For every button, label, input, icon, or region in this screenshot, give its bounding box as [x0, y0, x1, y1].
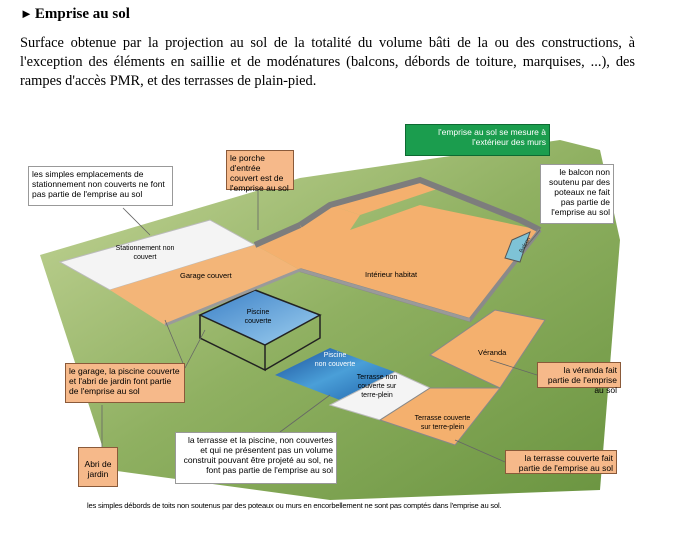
section-paragraph: Surface obtenue par la projection au sol de la totalité du volume bâti de la ou des constructions, à l'exception des éléments en saillie et de modénatures (balcons, débords de toiture, marquises, ...), des rampes d'accès PMR, et des terrasses de plain-pied.: [20, 35, 635, 89]
garage-label: Garage couvert: [180, 271, 232, 280]
garden-shed-text: Abri de jardin: [84, 459, 112, 479]
porch-note-text: le porche d'entrée couvert est de l'emprise au sol: [230, 153, 289, 193]
pool-label-line1: Piscine: [323, 352, 347, 359]
green-note-box: [405, 124, 550, 156]
open-terrace-label: Terrasse non couverte sur terre-plein: [356, 374, 398, 399]
parking-label: Stationnement non couvert: [115, 245, 175, 261]
parking-note-text: les simples emplacements de stationnement non couverts ne font pas partie de l'emprise au sol: [32, 169, 165, 199]
green-note-text: l'emprise au sol se mesure à l'extérieur des murs: [438, 127, 546, 147]
garden-shed-box: [78, 447, 118, 487]
pool-label-line2: non couverte: [314, 361, 356, 368]
terrace-note-text: la terrasse couverte fait partie de l'emprise au sol: [518, 453, 613, 473]
garage-note-box: [65, 363, 185, 403]
parking-note-box: [28, 166, 173, 206]
balcony-label: Balcon: [518, 236, 533, 254]
figure-caption: les simples débords de toits non soutenus par des poteaux ou murs en encorbellement ne sont pas comptés dans l'emprise au sol.: [87, 501, 502, 510]
balcony-note-text: le balcon non soutenu par des poteaux ne fait pas partie de l'emprise au sol: [549, 167, 610, 217]
porch-note-box: [226, 150, 294, 193]
section-title: Emprise au sol: [34, 6, 130, 22]
veranda-label: Véranda: [478, 348, 507, 357]
terrace-note-box: [505, 450, 617, 474]
pool-terrace-note-box: [175, 432, 337, 484]
pool-terrace-note-text: la terrasse et la piscine, non couvertes et qui ne présentent pas un volume construit pouvant être projeté au sol, ne font pas partie de l'emprise au sol: [183, 435, 333, 475]
veranda-note-box: [537, 362, 621, 395]
covered-pool-label: Piscine couverte: [244, 309, 272, 325]
garage-note-text: le garage, la piscine couverte et l'abri de jardin font partie de l'emprise au sol: [69, 366, 180, 396]
interior-label: Intérieur habitat: [365, 270, 418, 279]
balcony-note-box: [540, 164, 614, 224]
veranda-note-text: la véranda fait partie de l'emprise au sol: [547, 365, 617, 395]
covered-terrace-label: Terrasse couverte sur terre-plein: [414, 415, 471, 431]
triangle-bullet-icon: ►: [20, 6, 33, 21]
